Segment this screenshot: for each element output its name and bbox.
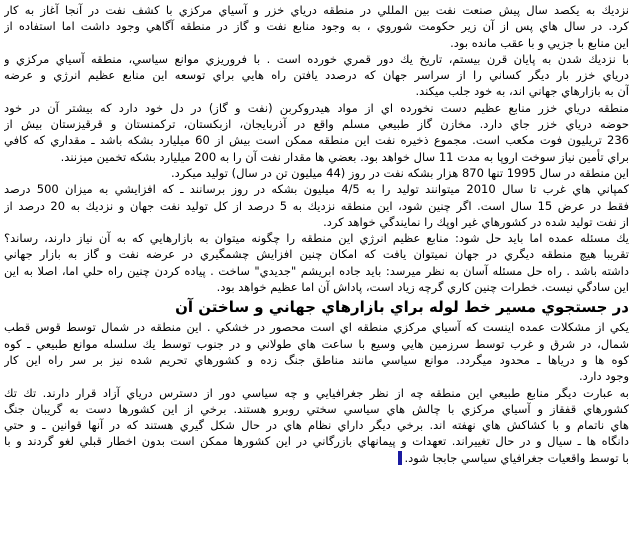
paragraph [4,385,629,466]
heading-text [4,295,629,319]
text-line [4,51,629,67]
text-line [4,132,629,148]
line-text: تقريبا هيچ منطقه ديگري در جهان نميتوان يافت كه امكان چنين افزايش چشمگيري در عرضه نفت و گاز به بازار جهاني [4,247,629,262]
line-text: با توسط واقعيات جغرافياي سياسي جابجا شود. [404,450,629,465]
line-text: فقط در عرض 15 سال است. اگر چنين شود، اين منطقه نزديك به 5 درصد از كل توليد نفت جهان و نزديك به 20 درصد از [4,198,629,213]
text-line [4,385,629,401]
text-line [4,2,629,18]
line-text: اين منطقه در سال 1995 تنها 870 هزار بشكه نفت در روز (44 ميليون تن در سال) توليد ميكرد. [171,165,629,180]
text-line [4,214,629,230]
text-cursor [398,451,402,465]
text-line [4,319,629,335]
line-text: كرد. در سال هاي پس از آن زير حكومت شوروي ، به وجود منابع نفت و گاز در منطقه آگاهي وجود داشت اما استفاده از [4,19,629,34]
line-text: با نزديك شدن به پايان قرن بيستم، تاريخ يك دور قمري خورده است . با فروريزي موانع سياسي، منطقه آسياي مركزي و [4,51,629,66]
paragraph [4,2,629,51]
text-line [4,35,629,51]
text-line [4,149,629,165]
paragraph [4,181,629,230]
text-line [4,230,629,246]
line-text: آن به بازارهاي جهاني اند، به خود جلب ميكند. [415,84,629,99]
text-line [4,67,629,83]
line-text: در جستجوي مسير خط لوله براي بازارهاي جهاني و ساختن آن [175,298,629,317]
paragraph [4,51,629,100]
text-line [4,100,629,116]
line-text: نزديك به يكصد سال پيش صنعت نفت بين المللي در منطقه درياي خزر و آسياي مركزي با كشف نفت در آنجا آغاز به كار [4,3,629,17]
text-line [4,433,629,449]
text-line [4,401,629,417]
line-text: براي تأمين نياز سوخت اروپا به مدت 11 سال خواهد بود. بعضي ها مقدار نفت آن را به 200 ميليارد بشكه تخمين ميزنند. [60,149,629,164]
line-text: كوه ها و درياها ـ محدود ميگردد. موانع سياسي مانند مناطق جنگ زده و كشورهاي تحريم شده نيز بر سر راه اين كار [4,352,629,367]
line-text: به عبارت ديگر منابع طبيعي اين منطقه چه از نظر جغرافيايي و چه سياسي دور از دسترس درياي آزاد قرار دارند. تك تك [4,385,629,400]
text-line [4,165,629,181]
text-line [4,18,629,34]
text-line [4,181,629,197]
line-text: وجود دارد. [578,369,629,384]
text-line [4,279,629,295]
line-text: كشورهاي قفقاز و آسياي مركزي با چالش هاي سياسي سختي روبرو هستند. برخي از اين كشورها دست به گريبان جنگ [4,401,629,416]
line-text: يكي از مشكلات عمده اينست كه آسياي مركزي منطقه اي است محصور در خشكي . اين منطقه در شمال توسط قوس قطب [4,320,629,335]
line-text: اين سادگي نيست. خطرات چنين كاري گرچه زياد است، پاداش آن اما عظيم خواهد بود. [216,280,629,295]
line-text: اين منابع با جزيي و با عقب مانده بود. [450,35,629,50]
line-text: درياي خزر بار ديگر كساني را از سراسر جهان كه درصدد يافتن راه هايي براي توسعه اين منابع عظيم انرژي و عرضه [4,68,629,83]
line-text: يك مسئله عمده اما بايد حل شود: منابع عظيم انرژي اين منطقه را چگونه ميتوان به بازارهايي كه به آن نياز دارند، رساند؟ [4,231,629,246]
paragraph [4,100,629,165]
text-line [4,83,629,99]
paragraph [4,165,629,181]
text-line [4,352,629,368]
text-line [4,246,629,262]
line-text: هاي ناتمام و با كشاكش هاي نهفته اند. برخي ديگر داراي نظام هاي در حال شكل گيري هستند كه در آنها قوانين ـ و حتي [4,418,629,433]
paragraph [4,230,629,295]
paragraph [4,319,629,384]
line-text: حوضه درياي خزر جاي دارد. مخازن گاز طبيعي مسلم واقع در آذربايجان، ازبكستان، تركمنستان و قرقيزستان بيش از [4,117,629,132]
line-text: منطقه درياي خزر منابع عظيم دست نخورده اي از مواد هيدروكربن (نفت و گاز) در دل خود دارد كه بيشتر آن در خود [4,100,629,115]
line-text: داشته باشد . راه حل مسئله آسان به نظر ميرسد: بايد جاده ابريشم "جديدي" ساخت . پياده كردن چنين راه حلي اما، اصلا به اين [4,263,629,278]
text-line [4,116,629,132]
text-line [4,450,629,466]
line-text: 236 تريليون فوت مكعب است. مجموع ذخيره نفت اين منطقه ممكن است بيش از 60 ميليارد بشكه باشد ـ مقداري كه كافي [4,133,629,148]
line-text: از نفت توليد شده در كشورهاي غير اوپك را نمايندگي خواهد كرد. [323,214,629,229]
text-line [4,263,629,279]
text-line [4,417,629,433]
line-text: دانگاه ها ـ سيال و در حال تغييراند. تعهدات و پيمانهاي بازرگاني در اين كشورها ممكن است بدون اخطار قبلي لغو گردند و با [4,434,629,449]
text-line [4,336,629,352]
line-text: شمال، در شرق و غرب توسط سرزمين هايي وسيع با ساعت هاي طولاني و در جنوب توسط يك سلسله موانع طبيعي ـ كوه [4,336,629,351]
text-line [4,368,629,384]
section-heading [4,295,629,319]
line-text: كمپاني هاي غرب تا سال 2010 ميتوانند توليد را به 4/5 ميليون بشكه در روز برسانند ـ كه افزايشي به ميزان 500 درصد [4,182,629,197]
text-line [4,198,629,214]
